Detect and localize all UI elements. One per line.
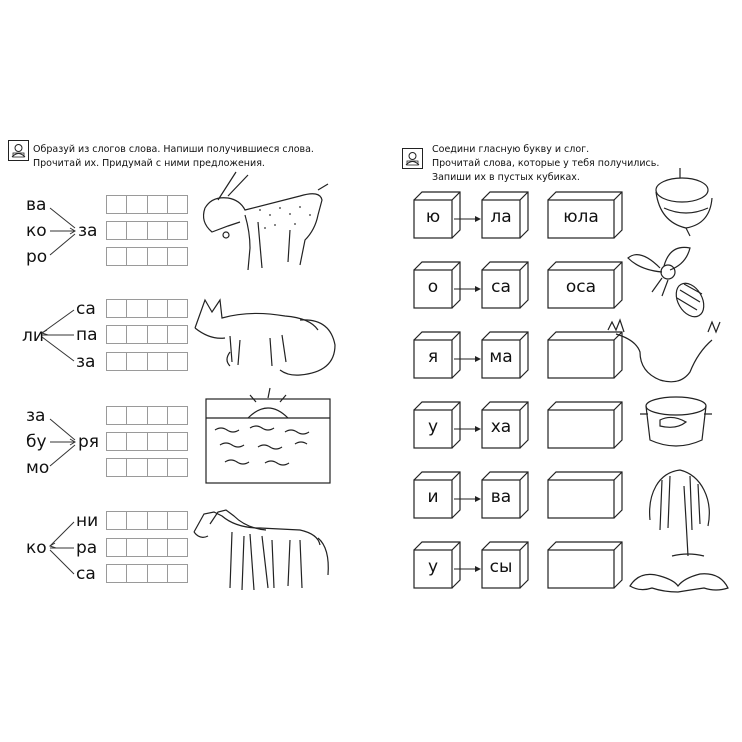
syllable: ря bbox=[78, 432, 100, 452]
syllable-cube: ма bbox=[489, 347, 513, 367]
syllable: ро bbox=[26, 247, 48, 267]
vowel-cube: у bbox=[427, 417, 439, 437]
syllable-cube: ла bbox=[490, 207, 512, 227]
vowel-cube: о bbox=[427, 277, 439, 297]
syllable: па bbox=[76, 325, 98, 345]
syllable: са bbox=[76, 564, 96, 584]
syllable-cube: ха bbox=[490, 417, 512, 437]
syllable: за bbox=[76, 352, 96, 372]
syllable-cube: са bbox=[491, 277, 511, 297]
right-instruction-line-2: Прочитай слова, которые у тебя получились. bbox=[432, 158, 660, 169]
right-instruction-line-1: Соедини гласную букву и слог. bbox=[432, 144, 590, 155]
syllable: за bbox=[78, 221, 98, 241]
syllable: ни bbox=[76, 511, 99, 531]
word-cube[interactable]: юла bbox=[563, 207, 599, 227]
syllable: ра bbox=[76, 538, 98, 558]
syllable-cube: ва bbox=[490, 487, 512, 507]
syllable: бу bbox=[26, 432, 47, 452]
syllable: за bbox=[26, 406, 46, 426]
syllable: мо bbox=[26, 458, 50, 478]
syllable: ко bbox=[26, 538, 47, 558]
vowel-cube: у bbox=[427, 557, 439, 577]
syllable: са bbox=[76, 299, 96, 319]
left-instruction-line-1: Образуй из слогов слова. Напиши получившиеся слова. bbox=[33, 144, 314, 155]
vowel-cube: я bbox=[427, 347, 439, 367]
syllable: ва bbox=[26, 195, 47, 215]
syllable-cube: сы bbox=[489, 557, 513, 577]
left-instruction-line-2: Прочитай их. Придумай с ними предложения. bbox=[33, 158, 265, 169]
vowel-cube: ю bbox=[425, 207, 441, 227]
word-cube[interactable]: оса bbox=[565, 277, 597, 297]
vowel-cube: и bbox=[427, 487, 439, 507]
right-instruction-line-3: Запиши их в пустых кубиках. bbox=[432, 172, 580, 183]
syllable: ко bbox=[26, 221, 47, 241]
syllable: ли bbox=[22, 326, 44, 346]
